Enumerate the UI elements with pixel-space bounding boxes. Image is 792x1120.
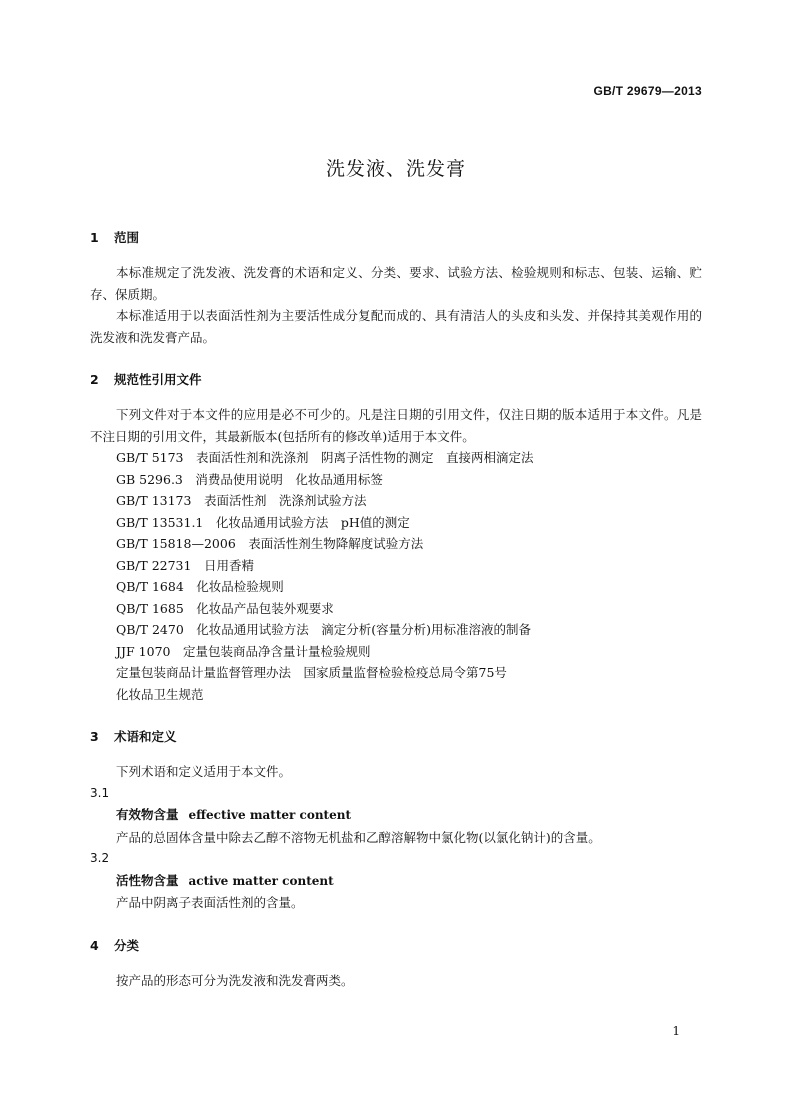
- section-heading-normative-references: 2 规范性引用文件: [90, 372, 202, 387]
- section-heading-classification: 4 分类: [90, 937, 140, 953]
- paragraph: 按产品的形态可分为洗发液和洗发膏两类。: [116, 972, 354, 988]
- reference-item: GB/T 15818—2006 表面活性剂生物降解度试验方法: [116, 536, 424, 551]
- paragraph: 本标准规定了洗发液、洗发膏的术语和定义、分类、要求、试验方法、检验规则和标志、包装、运输、贮存、保质期。: [90, 265, 702, 302]
- reference-item: GB/T 13531.1 化妆品通用试验方法 pH值的测定: [116, 514, 410, 530]
- document-body: [90, 228, 702, 991]
- term-entry: 有效物含量 effective matter content: [116, 807, 352, 822]
- reference-item: QB/T 2470 化妆品通用试验方法 滴定分析(容量分析)用标准溶液的制备: [116, 622, 532, 637]
- term-definition: 产品中阴离子表面活性剂的含量。: [116, 895, 304, 910]
- reference-item: 定量包装商品计量监督管理办法 国家质量监督检验检疫总局令第75号: [116, 665, 507, 680]
- term-definition: 产品的总固体含量中除去乙醇不溶物无机盐和乙醇溶解物中氯化物(以氯化钠计)的含量。: [116, 829, 601, 845]
- paragraph: 下列术语和定义适用于本文件。: [116, 764, 292, 779]
- reference-item: JJF 1070 定量包装商品净含量计量检验规则: [116, 643, 371, 659]
- section-heading-terms-definitions: 3 术语和定义: [90, 729, 177, 744]
- reference-item: GB/T 22731 日用香精: [116, 557, 254, 573]
- standard-code: GB/T 29679—2013: [593, 84, 702, 98]
- paragraph: 下列文件对于本文件的应用是必不可少的。凡是注日期的引用文件，仅注日期的版本适用于本文件。凡是不注日期的引用文件，其最新版本(包括所有的修改单)适用于本文件。: [90, 407, 702, 444]
- section-heading-scope: 1 范围: [90, 230, 140, 245]
- clause-number: 3.1: [90, 785, 110, 800]
- reference-item: 化妆品卫生规范: [116, 686, 204, 702]
- reference-item: GB/T 5173 表面活性剂和洗涤剂 阴离子活性物的测定 直接两相滴定法: [116, 450, 534, 465]
- reference-item: GB 5296.3 消费品使用说明 化妆品通用标签: [116, 471, 383, 487]
- page-number: 1: [672, 1024, 680, 1038]
- reference-item: QB/T 1684 化妆品检验规则: [116, 579, 284, 594]
- paragraph: 本标准适用于以表面活性剂为主要活性成分复配而成的、具有清洁人的头皮和头发、并保持其美观作用的洗发液和洗发膏产品。: [90, 308, 702, 345]
- reference-item: QB/T 1685 化妆品产品包装外观要求: [116, 600, 334, 616]
- reference-item: GB/T 13173 表面活性剂 洗涤剂试验方法: [116, 493, 367, 508]
- document-title: 洗发液、洗发膏: [325, 158, 466, 180]
- term-entry: 活性物含量 active matter content: [116, 872, 334, 888]
- clause-number: 3.2: [90, 851, 110, 865]
